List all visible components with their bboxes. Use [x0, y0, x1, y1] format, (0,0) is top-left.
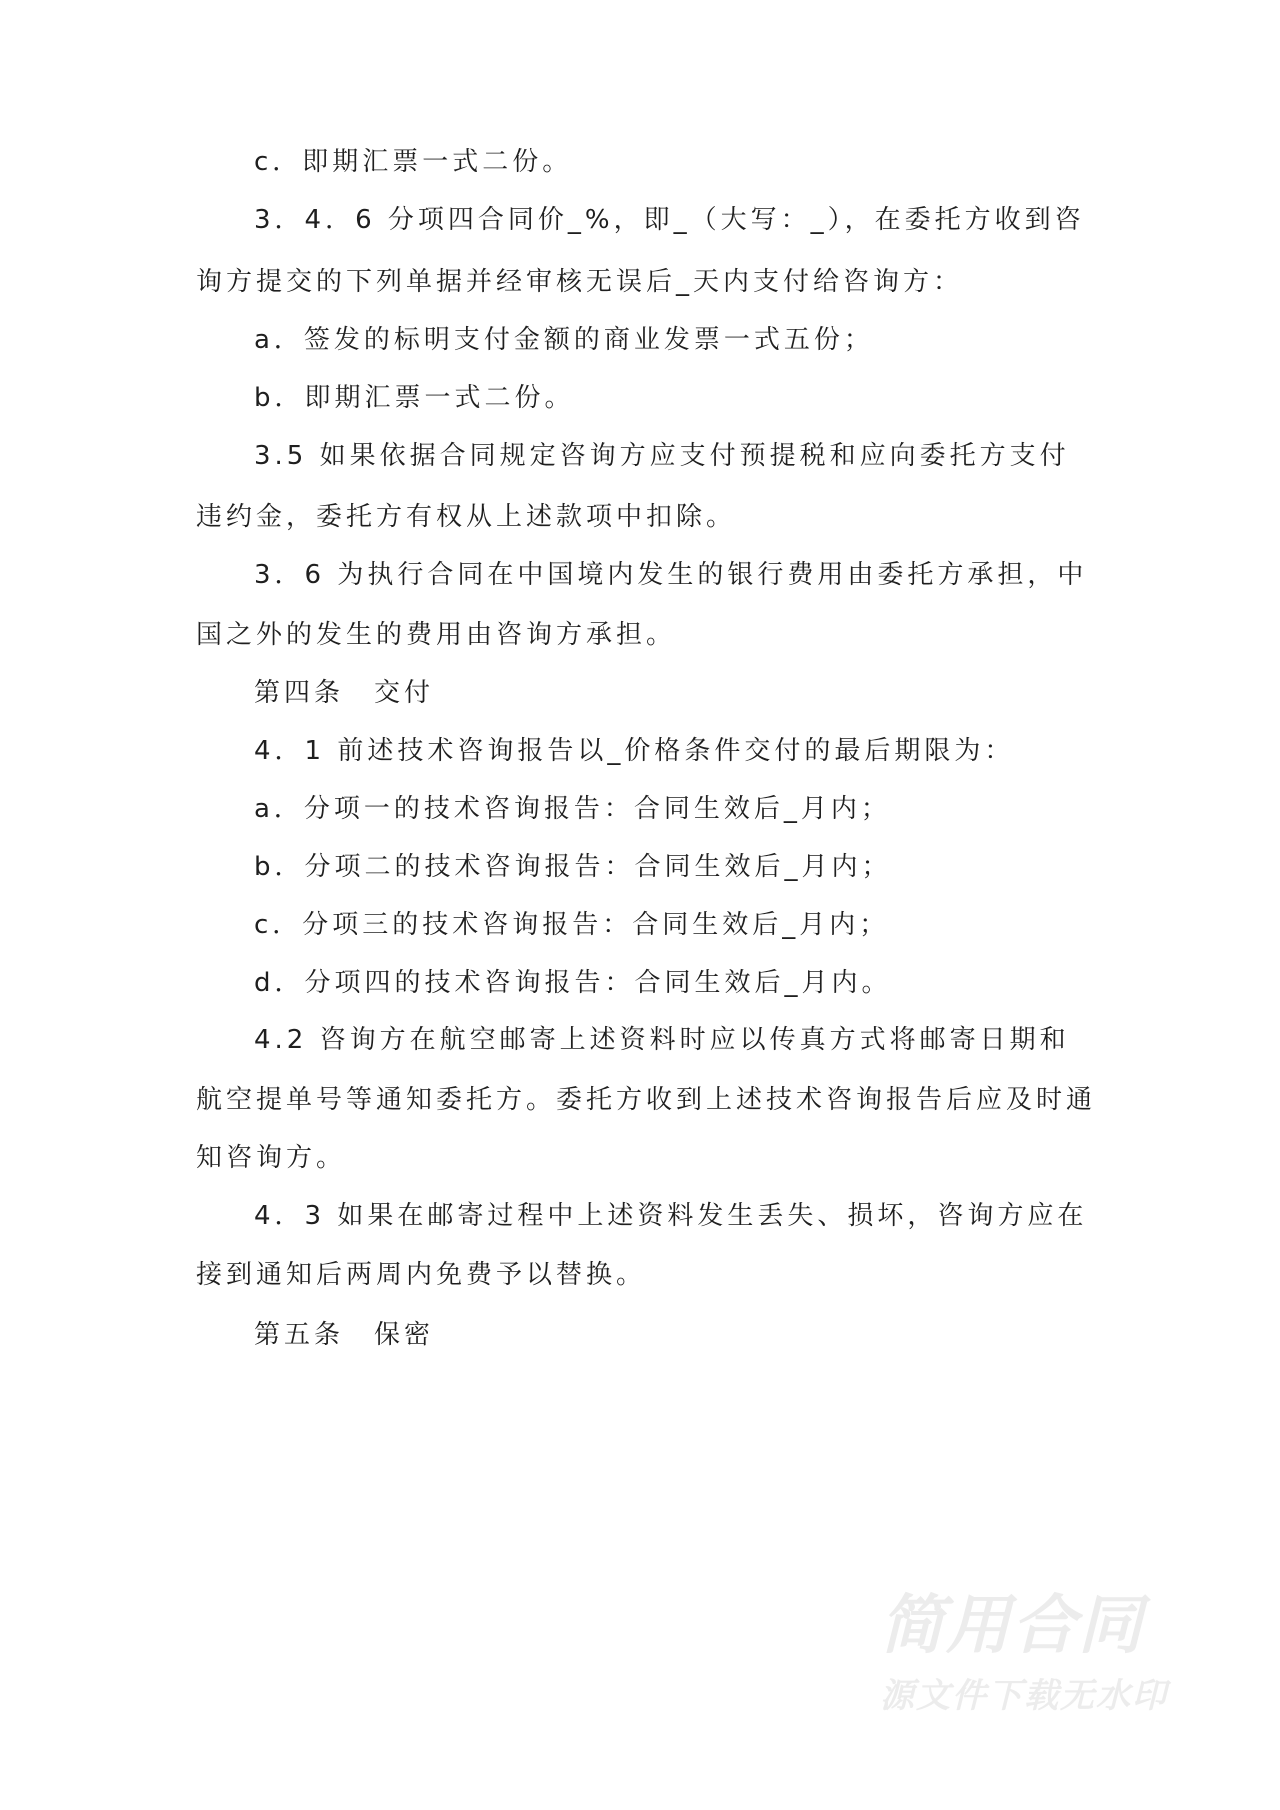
watermark — [880, 1590, 1210, 1718]
paragraph-line: 违约金，委托方有权从上述款项中扣除。 — [196, 502, 737, 532]
paragraph-line: 4.2 咨询方在航空邮寄上述资料时应以传真方式将邮寄日期和 — [254, 1025, 1070, 1055]
watermark-title: 简用合同 — [880, 1589, 1144, 1663]
paragraph-line: 4．3 如果在邮寄过程中上述资料发生丢失、损坏，咨询方应在 — [254, 1201, 1088, 1231]
paragraph-line: 3.5 如果依据合同规定咨询方应支付预提税和应向委托方支付 — [254, 441, 1070, 471]
paragraph-line: b．即期汇票一式二份。 — [254, 383, 575, 413]
paragraph-line: b．分项二的技术咨询报告：合同生效后_月内； — [254, 852, 892, 882]
paragraph-line: 接到通知后两周内免费予以替换。 — [196, 1260, 647, 1290]
paragraph-line: 国之外的发生的费用由咨询方承担。 — [196, 620, 677, 650]
section-heading: 第四条 交付 — [254, 678, 435, 708]
paragraph-line: c．即期汇票一式二份。 — [254, 147, 573, 177]
paragraph-line: 知咨询方。 — [196, 1143, 347, 1173]
paragraph-line: c．分项三的技术咨询报告：合同生效后_月内； — [254, 910, 890, 940]
paragraph-line: 询方提交的下列单据并经审核无误后_天内支付给咨询方： — [196, 267, 964, 297]
watermark-subtitle: 源文件下载无水印 — [880, 1676, 1168, 1716]
paragraph-line: 4．1 前述技术咨询报告以_价格条件交付的最后期限为： — [254, 736, 1015, 766]
section-heading: 第五条 保密 — [254, 1320, 435, 1350]
paragraph-line: 3．4．6 分项四合同价_%，即_（大写：_），在委托方收到咨 — [254, 205, 1085, 235]
paragraph-line: 航空提单号等通知委托方。委托方收到上述技术咨询报告后应及时通 — [196, 1085, 1097, 1115]
paragraph-line: d．分项四的技术咨询报告：合同生效后_月内。 — [254, 968, 892, 998]
paragraph-line: a．分项一的技术咨询报告：合同生效后_月内； — [254, 794, 891, 824]
paragraph-line: a．签发的标明支付金额的商业发票一式五份； — [254, 325, 874, 355]
paragraph-line: 3．6 为执行合同在中国境内发生的银行费用由委托方承担，中 — [254, 560, 1088, 590]
